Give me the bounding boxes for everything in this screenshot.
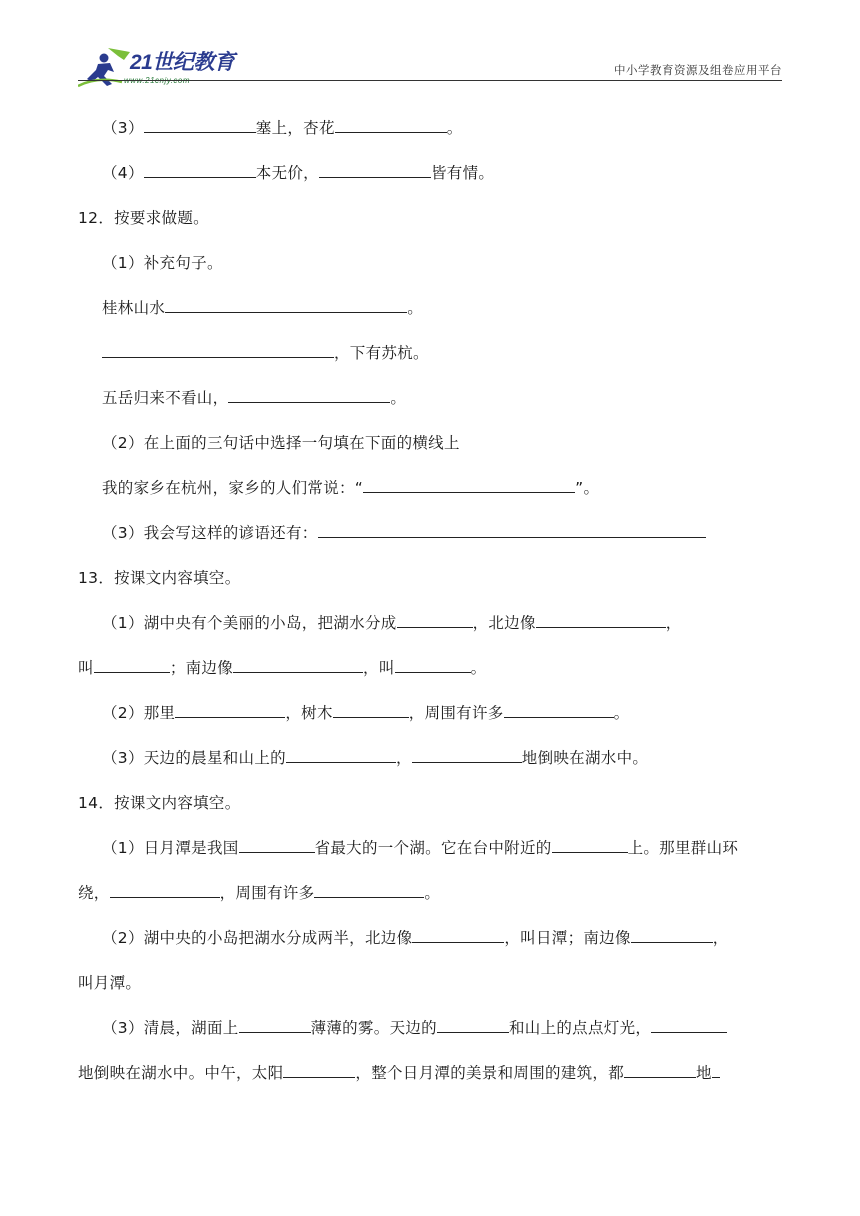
text: 。 [407, 299, 424, 317]
logo-text: 21世纪教育 [130, 51, 235, 74]
text: ，下有苏杭。 [334, 344, 429, 362]
answer-blank[interactable] [335, 118, 447, 133]
answer-blank[interactable] [102, 343, 334, 358]
question-12-3 [102, 523, 706, 543]
answer-blank[interactable] [504, 703, 614, 718]
question-14-1 [102, 838, 738, 858]
text: （1）湖中央有个美丽的小岛，把湖水分成 [102, 614, 397, 632]
answer-blank[interactable] [233, 658, 363, 673]
logo-url: www.21cnjy.com [124, 76, 190, 85]
answer-blank[interactable] [552, 838, 628, 853]
text: 我的家乡在杭州，家乡的人们常说：“ [102, 479, 364, 497]
text: （4） [102, 164, 144, 182]
text: 塞上，杏花 [255, 119, 335, 137]
text: （2）在上面的三句话中选择一句填在下面的横线上 [102, 434, 460, 452]
answer-blank[interactable] [283, 1063, 355, 1078]
answer-blank[interactable] [228, 388, 390, 403]
question-12-heading [78, 208, 209, 228]
question-11-4 [102, 163, 494, 183]
text: 本无价， [255, 164, 319, 182]
text: 五岳归来不看山， [102, 389, 229, 407]
fill-line [102, 343, 429, 363]
text: 。 [470, 659, 487, 677]
question-13-2 [102, 703, 629, 723]
text: ，树木 [285, 704, 333, 722]
fill-line [102, 298, 423, 318]
answer-blank[interactable] [536, 613, 666, 628]
answer-blank[interactable] [712, 1063, 720, 1078]
question-11-3 [102, 118, 463, 138]
text: 叫月潭。 [78, 974, 142, 992]
question-13-1-cont [78, 658, 486, 678]
text: ， [665, 614, 682, 632]
text: 。 [424, 884, 441, 902]
text: ，叫日潭；南边像 [504, 929, 631, 947]
text: ，周围有许多 [219, 884, 315, 902]
answer-blank[interactable] [631, 928, 713, 943]
text: ”。 [575, 479, 600, 497]
answer-blank[interactable] [144, 118, 256, 133]
question-12-2 [102, 433, 460, 453]
text: 绕， [78, 884, 110, 902]
answer-blank[interactable] [333, 703, 409, 718]
question-14-2-cont [78, 973, 141, 993]
answer-blank[interactable] [319, 163, 431, 178]
fill-line [102, 478, 599, 498]
text: （3）天边的晨星和山上的 [102, 749, 286, 767]
question-14-2 [102, 928, 729, 948]
answer-blank[interactable] [165, 298, 407, 313]
answer-blank[interactable] [314, 883, 424, 898]
text: ， [712, 929, 729, 947]
text: 薄薄的雾。天边的 [310, 1019, 437, 1037]
question-14-heading [78, 793, 241, 813]
text: （3） [102, 119, 144, 137]
text: 地 [696, 1064, 712, 1082]
answer-blank[interactable] [412, 928, 504, 943]
text: 省最大的一个湖。它在台中附近的 [314, 839, 552, 857]
answer-blank[interactable] [175, 703, 285, 718]
text: 叫 [78, 659, 94, 677]
text: 地倒映在湖水中。中午，太阳 [78, 1064, 284, 1082]
text: 。 [390, 389, 407, 407]
answer-blank[interactable] [94, 658, 170, 673]
answer-blank[interactable] [412, 748, 522, 763]
text: 和山上的点点灯光， [508, 1019, 652, 1037]
answer-blank[interactable] [395, 658, 471, 673]
answer-blank[interactable] [110, 883, 220, 898]
question-13-1 [102, 613, 682, 633]
answer-blank[interactable] [239, 838, 315, 853]
text: 皆有情。 [430, 164, 495, 182]
text: 12．按要求做题。 [78, 209, 209, 227]
question-14-3-cont [78, 1063, 720, 1083]
text: 地倒映在湖水中。 [521, 749, 649, 767]
question-13-3 [102, 748, 648, 768]
answer-blank[interactable] [144, 163, 256, 178]
answer-blank[interactable] [397, 613, 473, 628]
text: 。 [446, 119, 463, 137]
text: （3）我会写这样的谚语还有： [102, 524, 318, 542]
answer-blank[interactable] [239, 1018, 311, 1033]
answer-blank[interactable] [651, 1018, 727, 1033]
question-14-3 [102, 1018, 727, 1038]
text: ；南边像 [169, 659, 234, 677]
text: ， [395, 749, 412, 767]
text: 。 [613, 704, 630, 722]
text: （1）补充句子。 [102, 254, 223, 272]
platform-name: 中小学教育资源及组卷应用平台 [614, 63, 782, 77]
question-12-1 [102, 253, 223, 273]
fill-line [102, 388, 406, 408]
question-13-heading [78, 568, 241, 588]
text: 14．按课文内容填空。 [78, 794, 241, 812]
text: （2）那里 [102, 704, 176, 722]
question-14-1-cont [78, 883, 440, 903]
text: ，北边像 [472, 614, 536, 632]
header-divider [78, 80, 782, 81]
answer-blank[interactable] [286, 748, 396, 763]
text: （1）日月潭是我国 [102, 839, 239, 857]
text: 桂林山水 [102, 299, 166, 317]
answer-blank[interactable] [437, 1018, 509, 1033]
text: ，周围有许多 [408, 704, 504, 722]
text: ，叫 [363, 659, 395, 677]
text: （3）清晨，湖面上 [102, 1019, 239, 1037]
answer-blank[interactable] [318, 523, 706, 538]
answer-blank[interactable] [363, 478, 575, 493]
answer-blank[interactable] [624, 1063, 696, 1078]
text: 上。那里群山环 [627, 839, 739, 857]
text: （2）湖中央的小岛把湖水分成两半，北边像 [102, 929, 413, 947]
text: ，整个日月潭的美景和周围的建筑，都 [355, 1064, 625, 1082]
text: 13．按课文内容填空。 [78, 569, 241, 587]
